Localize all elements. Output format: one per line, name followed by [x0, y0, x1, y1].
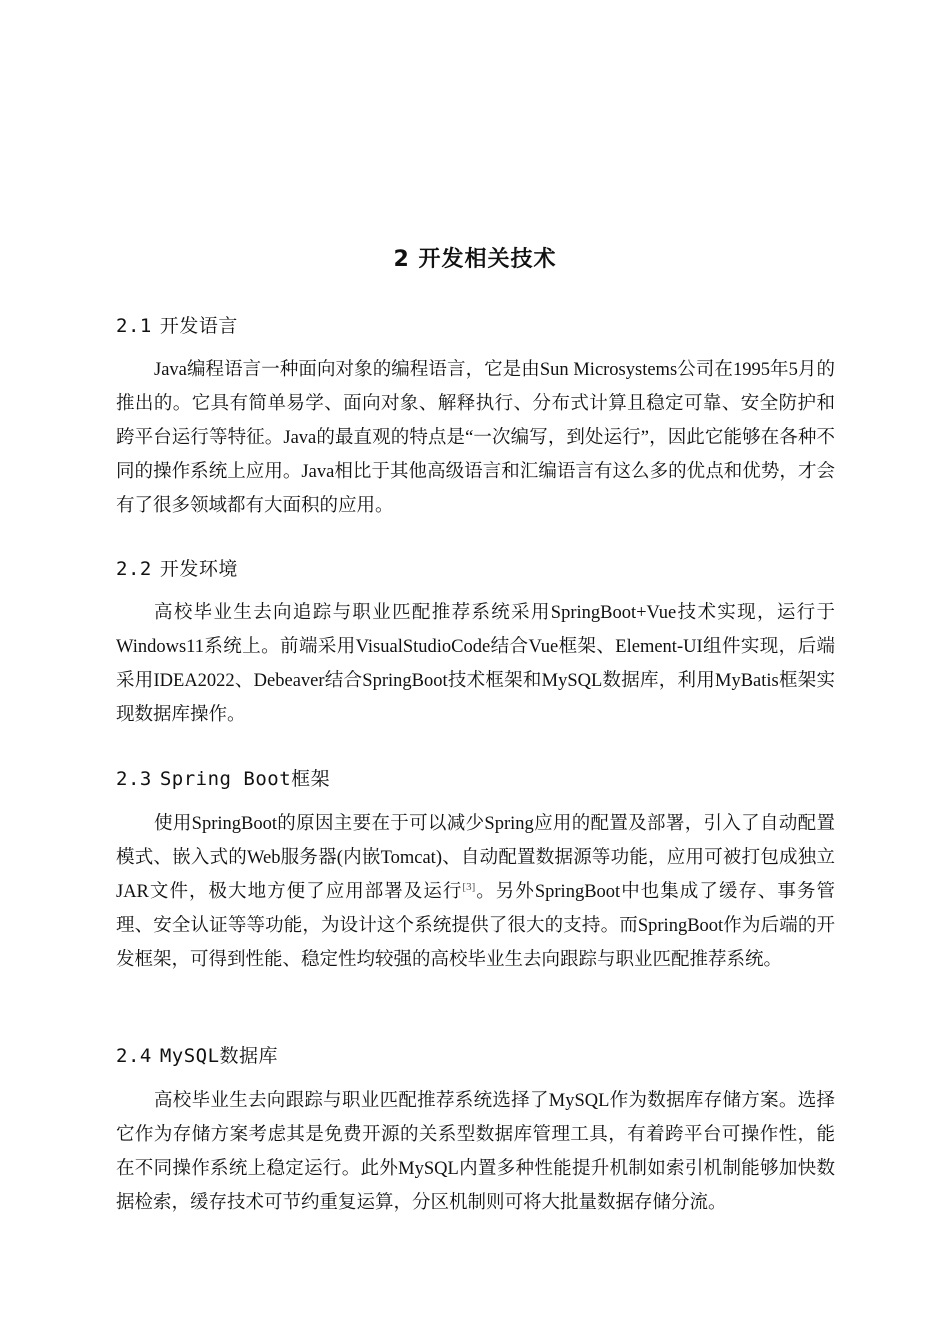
- section-number: 2.1: [116, 315, 152, 337]
- section-number: 2.2: [116, 558, 152, 580]
- section-title: MySQL数据库: [159, 1045, 279, 1067]
- section-number: 2.4: [116, 1045, 152, 1067]
- section-heading-2-2: [116, 555, 238, 583]
- section-title: 开发环境: [159, 558, 238, 580]
- paragraph-dev-language: Java编程语言一种面向对象的编程语言，它是由Sun Microsystems公司在1995年5月的推出的。它具有简单易学、面向对象、解释执行、分布式计算且稳定可靠、安全防护和跨平台运行等特征。Java的最直观的特点是“一次编写，到处运行”，因此它能够在各种不同的操作系统上应用。Java相比于其他高级语言和汇编语言有这么多的优点和优势，才会有了很多领域都有大面积的应用。: [116, 360, 835, 516]
- section-title: Spring Boot框架: [159, 768, 331, 790]
- section-heading-2-4: [116, 1042, 278, 1070]
- section-heading-2-1: [116, 312, 238, 340]
- section-title: 开发语言: [159, 315, 238, 337]
- paragraph-text-before-citation: 使用SpringBoot的原因主要在于可以减少Spring应用的配置及部署，引入了自动配置模式、嵌入式的Web服务器(内嵌Tomcat)、自动配置数据源等功能，应用可被打包成独立JAR文件，极大地方便了应用部署及运行: [116, 814, 835, 902]
- section-number: 2.3: [116, 768, 152, 790]
- citation-reference[interactable]: [3]: [462, 880, 476, 893]
- section-heading-2-3: [116, 765, 330, 793]
- paragraph-dev-environment: 高校毕业生去向追踪与职业匹配推荐系统采用SpringBoot+Vue技术实现，运行于Windows11系统上。前端采用VisualStudioCode结合Vue框架、Element-UI组件实现，后端采用IDEA2022、Debeaver结合SpringBoot技术框架和MySQL数据库，利用MyBatis框架实现数据库操作。: [116, 603, 835, 725]
- paragraph-spring-boot: [116, 807, 835, 977]
- paragraph-mysql: 高校毕业生去向跟踪与职业匹配推荐系统选择了MySQL作为数据库存储方案。选择它作为存储方案考虑其是免费开源的关系型数据库管理工具，有着跨平台可操作性，能在不同操作系统上稳定运行。此外MySQL内置多种性能提升机制如索引机制能够加快数据检索，缓存技术可节约重复运算，分区机制则可将大批量数据存储分流。: [116, 1091, 835, 1213]
- chapter-title: 2 开发相关技术: [393, 247, 557, 272]
- paragraph-text-after-citation: 。另外SpringBoot中也集成了缓存、事务管理、安全认证等等功能，为设计这个系统提供了很大的支持。而SpringBoot作为后端的开发框架，可得到性能、稳定性均较强的高校毕业生去向跟踪与职业匹配推荐系统。: [116, 882, 835, 970]
